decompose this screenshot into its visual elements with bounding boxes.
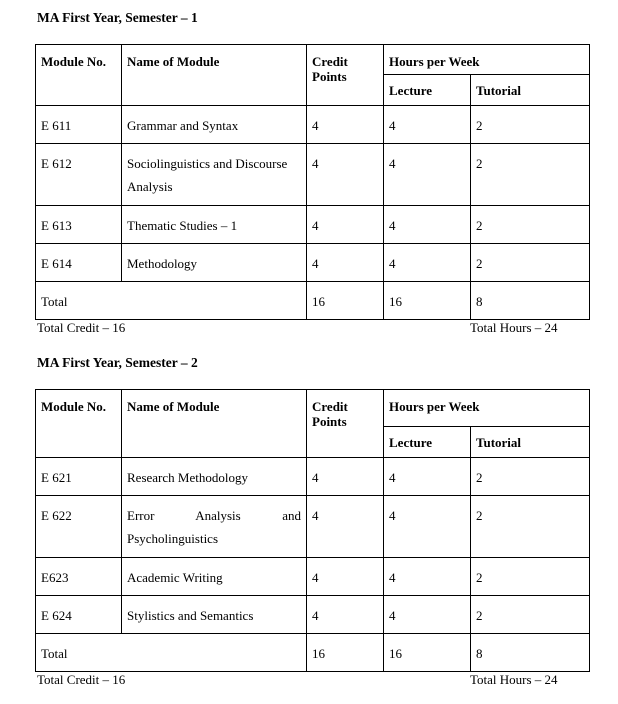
- total-credit-cell: 16: [307, 634, 384, 672]
- semester2-total-credit: Total Credit – 16: [37, 672, 126, 687]
- table-row: [36, 244, 590, 282]
- header-credit-points: [307, 390, 384, 458]
- credit-cell: 4: [307, 496, 384, 558]
- lecture-cell: 4: [384, 558, 471, 596]
- credit-cell: 4: [307, 206, 384, 244]
- header-lecture: Lecture: [384, 427, 471, 458]
- credit-cell: 4: [307, 558, 384, 596]
- module-name-line1: Sociolinguistics and Discourse: [127, 156, 288, 171]
- header-module-name: Name of Module: [122, 390, 307, 458]
- tutorial-cell: 2: [471, 206, 590, 244]
- credit-cell: 4: [307, 244, 384, 282]
- tutorial-cell: 2: [471, 244, 590, 282]
- header-lecture: Lecture: [384, 75, 471, 106]
- module-no-cell: E 613: [36, 206, 122, 244]
- module-name-cell: Academic Writing: [122, 558, 307, 596]
- module-name-cell: Grammar and Syntax: [122, 106, 307, 144]
- total-lecture-cell: 16: [384, 282, 471, 320]
- module-name-cell: Stylistics and Semantics: [122, 596, 307, 634]
- module-no-cell: E623: [36, 558, 122, 596]
- credit-cell: 4: [307, 144, 384, 206]
- table-row: [36, 144, 590, 206]
- module-no-cell: E 622: [36, 496, 122, 558]
- module-no-cell: E 612: [36, 144, 122, 206]
- credit-header-line1: Credit: [312, 399, 348, 414]
- tutorial-cell: 2: [471, 458, 590, 496]
- lecture-cell: 4: [384, 206, 471, 244]
- module-name-line2: Analysis: [127, 179, 173, 194]
- module-name-line1: Error Analysis and: [127, 508, 301, 523]
- module-name-cell: Thematic Studies – 1: [122, 206, 307, 244]
- module-name-cell: [122, 144, 307, 206]
- header-hours-per-week: Hours per Week: [384, 45, 590, 75]
- semester2-title: MA First Year, Semester – 2: [37, 355, 198, 370]
- header-tutorial: Tutorial: [471, 75, 590, 106]
- table-total-row: [36, 282, 590, 320]
- semester1-module-table: [35, 44, 590, 320]
- tutorial-cell: 2: [471, 558, 590, 596]
- semester1-total-credit: Total Credit – 16: [37, 320, 126, 335]
- total-tutorial-cell: 8: [471, 282, 590, 320]
- module-no-cell: E 614: [36, 244, 122, 282]
- module-name-cell: Research Methodology: [122, 458, 307, 496]
- table-row: [36, 206, 590, 244]
- lecture-cell: 4: [384, 106, 471, 144]
- lecture-cell: 4: [384, 496, 471, 558]
- credit-cell: 4: [307, 596, 384, 634]
- module-no-cell: E 621: [36, 458, 122, 496]
- module-name-cell: [122, 496, 307, 558]
- module-no-cell: E 624: [36, 596, 122, 634]
- total-label-cell: Total: [36, 634, 307, 672]
- header-module-name: Name of Module: [122, 45, 307, 106]
- total-lecture-cell: 16: [384, 634, 471, 672]
- semester2-total-hours: Total Hours – 24: [470, 672, 558, 687]
- table-header-row: [36, 45, 590, 75]
- table-row: [36, 106, 590, 144]
- tutorial-cell: 2: [471, 496, 590, 558]
- module-no-cell: E 611: [36, 106, 122, 144]
- tutorial-cell: 2: [471, 596, 590, 634]
- lecture-cell: 4: [384, 458, 471, 496]
- module-name-line2: Psycholinguistics: [127, 531, 219, 546]
- semester1-total-hours: Total Hours – 24: [470, 320, 558, 335]
- lecture-cell: 4: [384, 596, 471, 634]
- semester1-title: MA First Year, Semester – 1: [37, 10, 198, 25]
- credit-header-line2: Points: [312, 414, 347, 429]
- table-row: [36, 558, 590, 596]
- header-module-no: Module No.: [36, 45, 122, 106]
- lecture-cell: 4: [384, 144, 471, 206]
- table-row: [36, 496, 590, 558]
- credit-cell: 4: [307, 106, 384, 144]
- semester2-module-table: [35, 389, 590, 672]
- header-tutorial: Tutorial: [471, 427, 590, 458]
- total-label-cell: Total: [36, 282, 307, 320]
- header-hours-per-week: Hours per Week: [384, 390, 590, 427]
- credit-header-line1: Credit: [312, 54, 348, 69]
- table-row: [36, 596, 590, 634]
- table-total-row: [36, 634, 590, 672]
- lecture-cell: 4: [384, 244, 471, 282]
- header-module-no: Module No.: [36, 390, 122, 458]
- credit-header-line2: Points: [312, 69, 347, 84]
- total-tutorial-cell: 8: [471, 634, 590, 672]
- credit-cell: 4: [307, 458, 384, 496]
- table-row: [36, 458, 590, 496]
- tutorial-cell: 2: [471, 144, 590, 206]
- tutorial-cell: 2: [471, 106, 590, 144]
- table-header-row: [36, 390, 590, 427]
- module-name-cell: Methodology: [122, 244, 307, 282]
- header-credit-points: [307, 45, 384, 106]
- total-credit-cell: 16: [307, 282, 384, 320]
